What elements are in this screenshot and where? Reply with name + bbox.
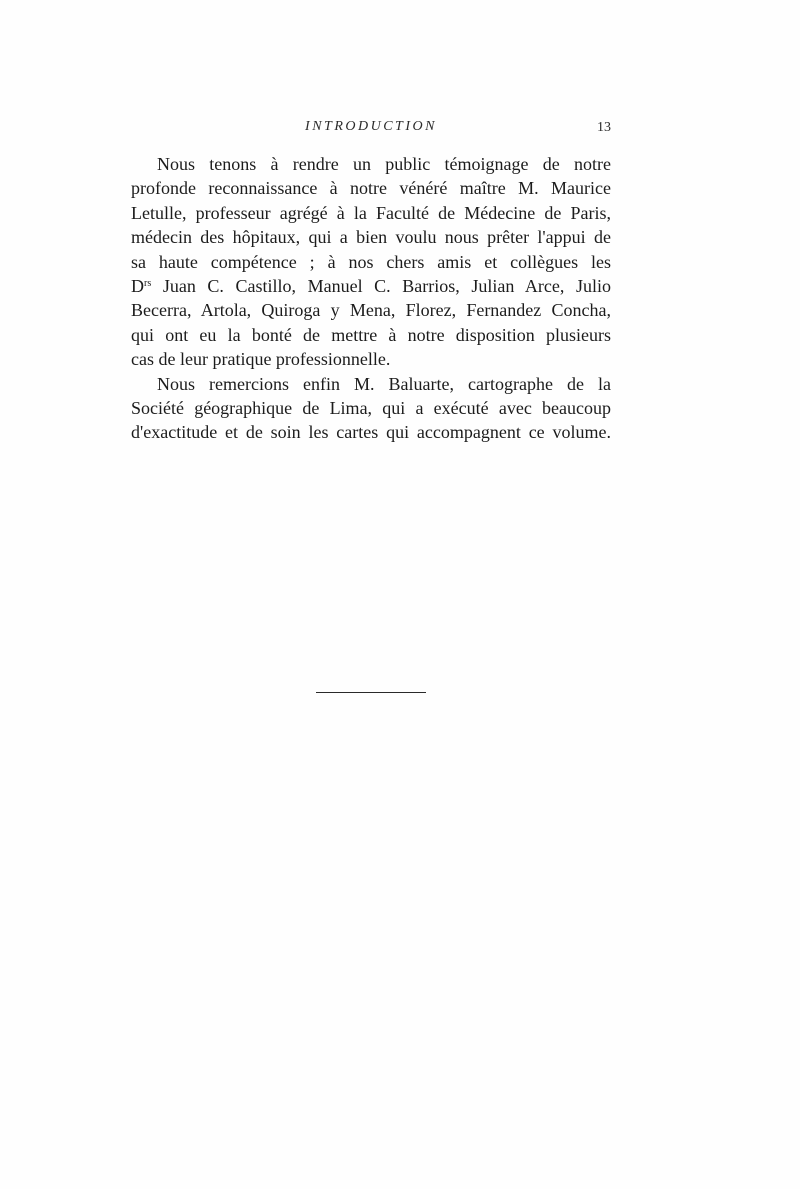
text-line — [131, 274, 611, 298]
text-line: Nous tenons à rendre un public témoignage de notre — [157, 154, 611, 174]
title-abbreviation-superscript: rs — [144, 278, 152, 290]
title-abbreviation: D — [131, 276, 144, 297]
text-line: médecin des hôpitaux, qui a bien voulu nous prêter l'appui de — [131, 227, 611, 248]
thanks-paragraph — [131, 372, 611, 445]
text-line: d'exactitude et de soin les cartes qui accompagnent ce volume. — [131, 422, 611, 443]
end-of-section-rule — [316, 692, 426, 693]
text-line: Société géographique de Lima, qui a exécuté avec beaucoup — [131, 398, 611, 419]
text-line: cas de leur pratique professionnelle. — [131, 349, 391, 370]
text-line: sa haute compétence ; à nos chers amis et collègues les — [131, 251, 611, 272]
acknowledgment-paragraph — [131, 152, 611, 372]
text-line: Becerra, Artola, Quiroga y Mena, Florez, Fernandez Concha, — [131, 300, 611, 321]
body-text — [131, 152, 611, 445]
running-head — [131, 119, 611, 143]
page-number: 13 — [597, 120, 611, 135]
text-line: Letulle, professeur agrégé à la Faculté de Médecine de Paris, — [131, 202, 611, 223]
text-line-rest: Juan C. Castillo, Manuel C. Barrios, Julian Arce, Julio — [151, 276, 611, 297]
text-line: qui ont eu la bonté de mettre à notre disposition plusieurs — [131, 324, 611, 345]
text-line: Nous remercions enfin M. Baluarte, cartographe de la — [157, 373, 611, 394]
running-title: INTRODUCTION — [305, 119, 437, 134]
text-line: profonde reconnaissance à notre vénéré maître M. Maurice — [131, 178, 611, 199]
